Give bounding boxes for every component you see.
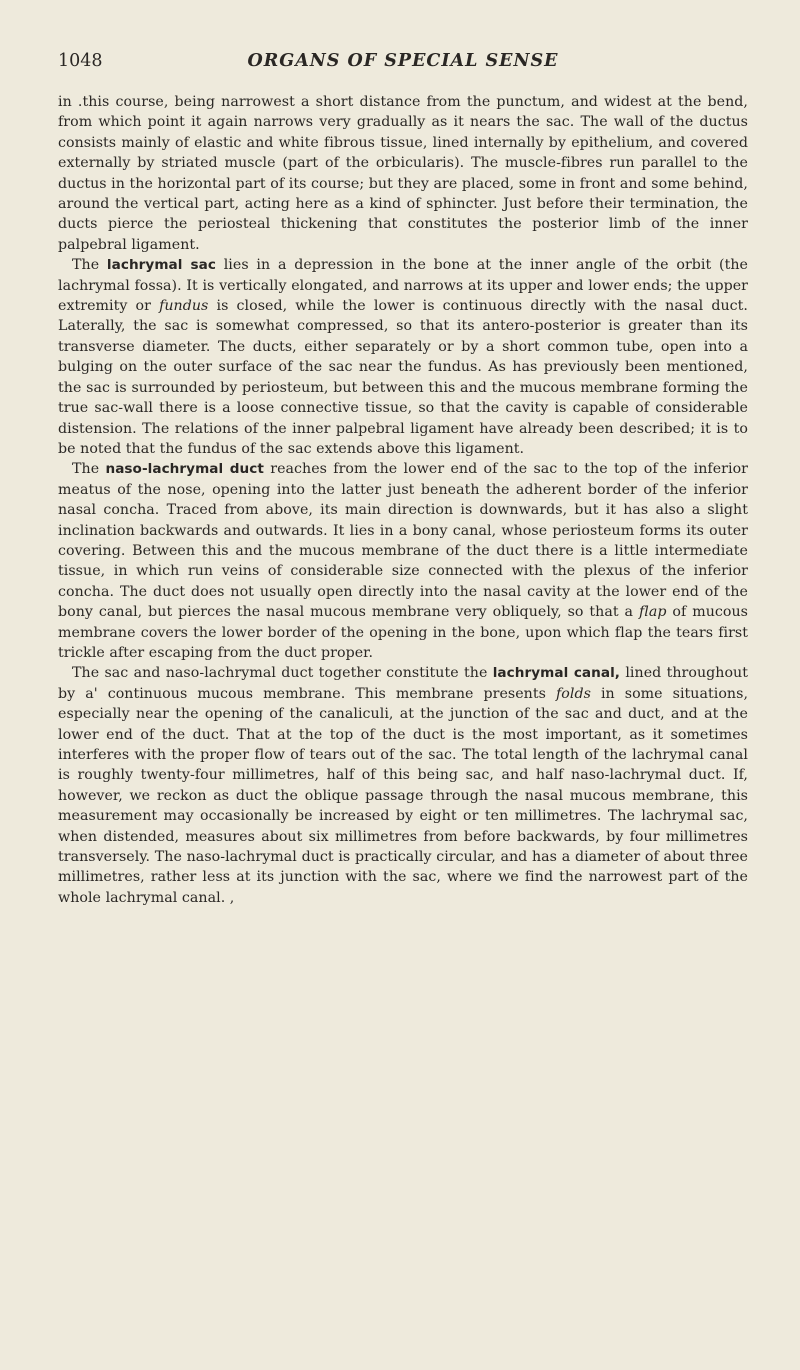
paragraph-text: lined throughout by a' continuous mucous membrane. This membrane presents	[58, 665, 748, 702]
body-text	[58, 92, 748, 908]
paragraph-text: lies in a depression in the bone at the inner angle of the orbit (the lachrymal fossa). It is vertically elongated, and narrows at its upper and lower ends; the upper extremity or	[58, 257, 748, 315]
paragraph-lead: The sac and naso-lachrymal duct together constitute the	[72, 665, 493, 682]
paragraph-text: in .this course, being narrowest a short distance from the punctum, and widest at the bend, from which point it again narrows very gradually as it nears the sac. The wall of the ductus consists mainly of elastic and white fibrous tissue, lined internally by epithelium, and covered externally by striated muscle (part of the orbicularis). The muscle-fibres run parallel to the ductus in the horizontal part of its course; but they are placed, some in front and some behind, around the vertical part, acting here as a kind of sphincter. Just before their termination, the ducts pierce the periosteal thickening that constitutes the posterior limb of the inner palpebral ligament.	[58, 94, 748, 253]
paragraph-lead: The	[72, 461, 106, 478]
term-naso-lachrymal-duct: naso-lachrymal duct	[105, 461, 264, 478]
book-page	[58, 48, 748, 908]
paragraph-text-end: is closed, while the lower is continuous directly with the nasal duct. Laterally, the sac is somewhat compressed, so that its antero-posterior is greater than its transverse diameter. The ducts, either separately or by a short common tube, open into a bulging on the outer surface of the sac near the fundus. As has previously been mentioned, the sac is surrounded by periosteum, but between this and the mucous membrane forming the true sac-wall there is a loose connective tissue, so that the cavity is capable of considerable distension. The relations of the inner palpebral ligament have already been described; it is to be noted that the fundus of the sac extends above this ligament.	[58, 298, 748, 457]
italic-term-fundus: fundus	[159, 298, 209, 315]
running-head	[58, 48, 748, 74]
italic-term-folds: folds	[555, 685, 591, 702]
term-lachrymal-canal: lachrymal canal,	[492, 665, 621, 682]
paragraph-lachrymal-canal	[58, 663, 748, 908]
paragraph-ductus-continued	[58, 92, 748, 255]
italic-term-flap: flap	[638, 604, 667, 621]
paragraph-lachrymal-sac	[58, 255, 748, 459]
paragraph-text-end: in some situations, especially near the opening of the canaliculi, at the junction of the sac and duct, and at the lower end of the duct. That at the top of the duct is the most important, as it sometimes interferes with the proper flow of tears out of the sac. The total length of the lachrymal canal is roughly twenty-four millimetres, half of this being sac, and half naso-lachrymal duct. If, however, we reckon as duct the oblique passage through the nasal mucous membrane, this measurement may occasionally be increased by eight or ten millimetres. The lachrymal sac, when distended, measures about six millimetres from before backwards, by four millimetres transversely. The naso-lachrymal duct is practically circular, and has a diameter of about three millimetres, rather less at its junction with the sac, where we find the narrowest part of the whole lachrymal canal. ,	[58, 685, 749, 906]
paragraph-text: reaches from the lower end of the sac to the top of the inferior meatus of the nose, opening into the latter just beneath the adherent border of the inferior nasal concha. Traced from above, its main direction is downwards, but it has also a slight inclination backwards and outwards. It lies in a bony canal, whose periosteum forms its outer covering. Between this and the mucous membrane of the duct there is a little intermediate tissue, in which run veins of considerable size connected with the plexus of the inferior concha. The duct does not usually open directly into the nasal cavity at the lower end of the bony canal, but pierces the nasal mucous membrane very obliquely, so that a	[58, 461, 748, 621]
paragraph-text-end: of mucous membrane covers the lower border of the opening in the bone, upon which flap the tears first trickle after escaping from the duct proper.	[58, 604, 748, 661]
running-title: ORGANS OF SPECIAL SENSE	[247, 51, 559, 71]
page-number: 1048	[58, 51, 103, 71]
term-lachrymal-sac: lachrymal sac	[106, 257, 216, 274]
paragraph-naso-lachrymal-duct	[58, 459, 748, 663]
paragraph-lead: The	[72, 257, 107, 274]
